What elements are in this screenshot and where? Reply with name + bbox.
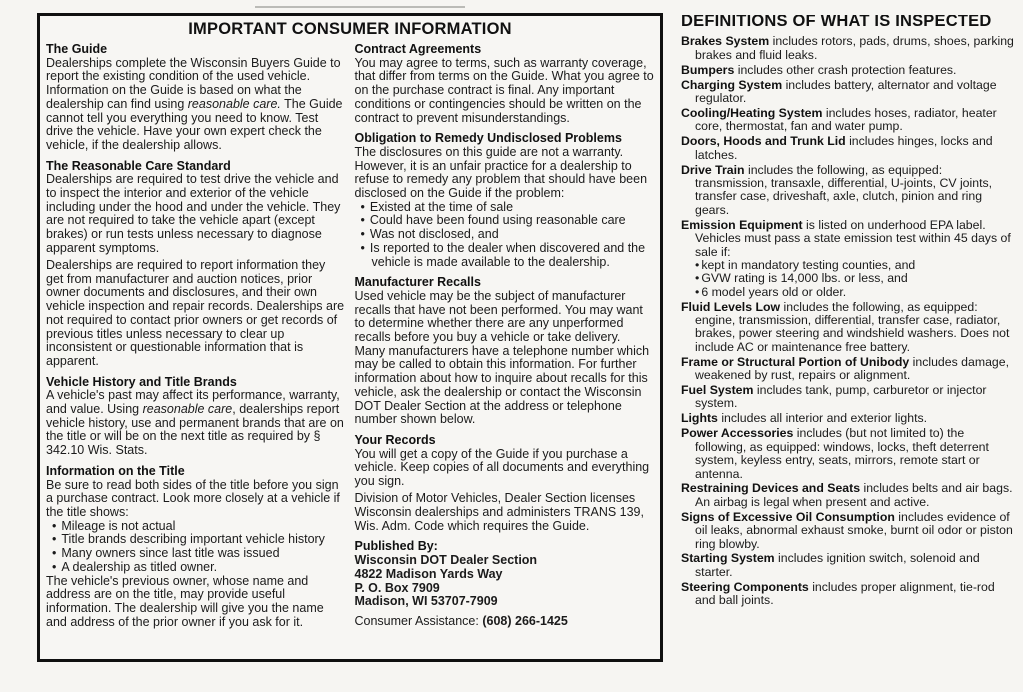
- bullet-item: • 6 model years old or older.: [695, 286, 1017, 299]
- definition-text: includes hinges, locks and latches.: [695, 134, 993, 162]
- definition-text: includes battery, alternator and voltage regulator.: [695, 77, 997, 106]
- definition-term: Restraining Devices and Seats: [681, 481, 861, 496]
- definitions-title: DEFINITIONS OF WHAT IS INSPECTED: [681, 15, 992, 30]
- paragraph: Dealerships are required to test drive the vehicle and to inspect the interior and exterior of the vehicle including under the hood and under the vehicle. They are not required to take the vehicle apart (except brakes) or run tests unless necessary to diagnose apparent symptoms.: [46, 172, 341, 255]
- definitions-column: [681, 15, 1017, 690]
- paragraph: Division of Motor Vehicles, Dealer Section licenses Wisconsin dealerships and administers TRANS 139, Wis. Adm. Code which requires the Guide.: [354, 491, 644, 533]
- section-heading: The Guide: [46, 42, 108, 56]
- paragraph-text: Dealerships complete the Wisconsin Buyers Guide to report the existing condition of the used vehicle. Information on the Guide is based on what the dealership can find using: [46, 55, 341, 111]
- publisher-address-line: P. O. Box 7909: [354, 580, 440, 595]
- definition-text: includes proper alignment, tie-rod and ball joints.: [695, 579, 995, 608]
- paragraph: Used vehicle may be the subject of manufacturer recalls that have not been performed. You may want to determine whether there are any unperformed recalls before you buy a vehicle or take delivery. Many manufacturers have a telephone number which may be called to obtain this information. For further information about how to inquire about recalls for this vehicle, ask the dealership or contact the Wisconsin DOT Dealer Section at the address or telephone number shown below.: [354, 288, 650, 427]
- bullet-item: • A dealership as titled owner.: [46, 561, 346, 575]
- definition-entry: [681, 135, 1017, 162]
- definition-sub-list: [695, 259, 1017, 299]
- paragraph-text: , dealerships report vehicle history, use and permanent brands that are on the title or will be on the next title as required by § 342.10 Wis. Stats.: [46, 402, 344, 458]
- section-your-records: [355, 434, 655, 533]
- definition-term: Emission Equipment: [681, 217, 803, 232]
- bullet-item: • Was not disclosed, and: [355, 228, 655, 242]
- problem-conditions-list: [355, 201, 655, 270]
- publisher-address: [355, 554, 655, 609]
- definition-entry: [681, 384, 1017, 411]
- definition-text: includes damage, weakened by rust, repairs or alignment.: [695, 354, 1010, 383]
- definition-entry: [681, 427, 1017, 481]
- publisher-address-line: 4822 Madison Yards Way: [354, 566, 503, 581]
- publisher-address-line: Wisconsin DOT Dealer Section: [354, 553, 538, 568]
- definition-text: includes belts and air bags. An airbag is legal when present and active.: [695, 481, 1013, 509]
- consumer-assistance-phone: (608) 266-1425: [482, 613, 568, 628]
- definition-term: Power Accessories: [681, 426, 794, 441]
- bullet-item: • Is reported to the dealer when discovered and the vehicle is made available to the dealership.: [355, 242, 655, 269]
- title-warning-list: [46, 520, 346, 575]
- section-manufacturer-recalls: [355, 276, 655, 427]
- definition-text: includes the following, as equipped: engine, transmission, differential, transfer case, radiator, brakes, power steering and windshield washers. Does not include AC or maintenance free battery.: [695, 299, 1010, 354]
- definition-term: Fluid Levels Low: [681, 299, 781, 314]
- paragraph-text: A vehicle's past may affect its performance, warranty, and value. Using: [46, 388, 340, 417]
- box-title: IMPORTANT CONSUMER INFORMATION: [188, 20, 512, 38]
- definition-entry: [681, 79, 1017, 106]
- definition-text: includes ignition switch, solenoid and starter.: [695, 551, 980, 579]
- paragraph: Dealerships are required to report information they get from manufacturer and auction notices, prior owner documents and disclosures, and their own vehicle inspection and repair records. Dealerships are not required to contact prior owners or get records of previous titles unless necessary to clear up inconsistent or questionable information that is apparent.: [46, 258, 345, 368]
- bullet-item: • Could have been found using reasonable care: [355, 214, 655, 228]
- definition-term: Cooling/Heating System: [681, 105, 823, 120]
- section-reasonable-care: [46, 160, 346, 369]
- definition-entry: [681, 35, 1017, 62]
- paragraph: You will get a copy of the Guide if you purchase a vehicle. Keep copies of all documents and everything you sign.: [354, 446, 650, 489]
- definition-entry: [681, 219, 1017, 299]
- section-heading: Manufacturer Recalls: [354, 275, 481, 290]
- important-consumer-information-box: [37, 13, 663, 662]
- paragraph: The disclosures on this guide are not a warranty. However, it is an unfair practice for a dealership to refuse to remedy any problem that should have been disclosed on the Guide if the problem:: [354, 144, 648, 201]
- definition-text: includes evidence of oil leaks, abnormal exhaust smoke, burnt oil odor or piston ring blowby.: [695, 509, 1013, 551]
- definition-entry: [681, 164, 1017, 218]
- definition-entry: [681, 356, 1017, 383]
- section-title-information: [46, 465, 346, 629]
- definition-entry: [681, 482, 1017, 509]
- box-columns: [46, 43, 654, 636]
- italic-phrase: reasonable care.: [187, 96, 281, 111]
- bullet-item: • Mileage is not actual: [46, 520, 346, 534]
- paragraph: [46, 57, 346, 153]
- section-heading: Contract Agreements: [354, 42, 482, 56]
- consumer-assistance: [355, 615, 655, 629]
- definition-term: Signs of Excessive Oil Consumption: [681, 509, 895, 524]
- paragraph-text: The Guide cannot tell you everything you need to know. Test drive the vehicle. Have your own expert check the vehicle, if the dealership allows.: [46, 96, 343, 152]
- section-heading: Your Records: [354, 432, 436, 447]
- definition-term: Doors, Hoods and Trunk Lid: [681, 134, 846, 149]
- paragraph: [46, 389, 346, 458]
- definition-text: includes (but not limited to) the following, as equipped: windows, locks, theft deterrent system, keyless entry, seats, mirrors, remote start or antenna.: [695, 426, 989, 481]
- publisher-address-line: Madison, WI 53707-7909: [354, 594, 498, 609]
- definition-entry: [681, 552, 1017, 579]
- bullet-item: • GVW rating is 14,000 lbs. or less, and: [695, 272, 1017, 285]
- published-by-label: Published By:: [354, 539, 438, 554]
- consumer-assistance-label: Consumer Assistance:: [354, 613, 483, 628]
- definition-entry: [681, 511, 1017, 551]
- bullet-item: • kept in mandatory testing counties, and: [695, 259, 1017, 272]
- section-contract-agreements: [355, 43, 655, 125]
- section-heading: The Reasonable Care Standard: [46, 158, 231, 173]
- paragraph: The vehicle's previous owner, whose name and address are on the title, may provide useful information. The dealership will give you the name and address of the prior owner if you ask for it.: [46, 573, 324, 629]
- bullet-item: • Title brands describing important vehicle history: [46, 533, 346, 547]
- section-published-by: [355, 540, 655, 628]
- definition-term: Drive Train: [681, 162, 745, 177]
- definition-term: Brakes System: [681, 34, 770, 49]
- definition-entry: [681, 107, 1017, 134]
- definition-text: includes hoses, radiator, heater core, thermostat, fan and water pump.: [695, 105, 997, 134]
- definition-text: is listed on underhood EPA label. Vehicles must pass a state emission test within 45 days of sale if:: [695, 217, 1011, 259]
- definition-text: includes tank, pump, carburetor or injector system.: [695, 383, 987, 411]
- definition-text: includes the following, as equipped: transmission, transaxle, differential, U-joints, CV joints, transfer case, driveshaft, axle, clutch, pinion and ring gears.: [695, 162, 993, 217]
- scan-artifact-line: [255, 6, 465, 8]
- definition-term: Charging System: [681, 77, 783, 92]
- definition-term: Steering Components: [681, 579, 809, 594]
- bullet-item: • Many owners since last title was issued: [46, 547, 346, 561]
- paragraph: You may agree to terms, such as warranty coverage, that differ from terms on the Guide. What you agree to on the purchase contract is final. Any important conditions or contingencies should be written on the contract to prevent misunderstandings.: [354, 55, 654, 125]
- definition-entry: [681, 412, 1017, 425]
- definition-term: Bumpers: [681, 62, 735, 77]
- italic-phrase: reasonable care: [142, 402, 233, 417]
- middle-column: [355, 43, 655, 636]
- section-heading: Obligation to Remedy Undisclosed Problems: [354, 131, 622, 146]
- definition-term: Frame or Structural Portion of Unibody: [681, 354, 910, 369]
- section-the-guide: [46, 43, 346, 153]
- section-heading: Vehicle History and Title Brands: [46, 374, 237, 389]
- definition-term: Lights: [681, 411, 718, 426]
- definition-text: includes other crash protection features.: [737, 62, 957, 77]
- definition-term: Starting System: [681, 551, 775, 566]
- paragraph: Be sure to read both sides of the title before you sign a purchase contract. Look more closely at a vehicle if the title shows:: [46, 477, 340, 519]
- section-vehicle-history: [46, 376, 346, 458]
- definition-entry: [681, 301, 1017, 355]
- definition-text: includes all interior and exterior lights.: [721, 411, 928, 426]
- bullet-item: • Existed at the time of sale: [355, 201, 655, 215]
- section-obligation-remedy: [355, 132, 655, 269]
- section-heading: Information on the Title: [46, 463, 185, 478]
- definition-entry: [681, 581, 1017, 608]
- left-column: [46, 43, 346, 636]
- definitions-list: [681, 35, 1017, 607]
- definition-term: Fuel System: [681, 383, 754, 398]
- definition-text: includes rotors, pads, drums, shoes, parking brakes and fluid leaks.: [695, 34, 1014, 62]
- definition-entry: [681, 64, 1017, 77]
